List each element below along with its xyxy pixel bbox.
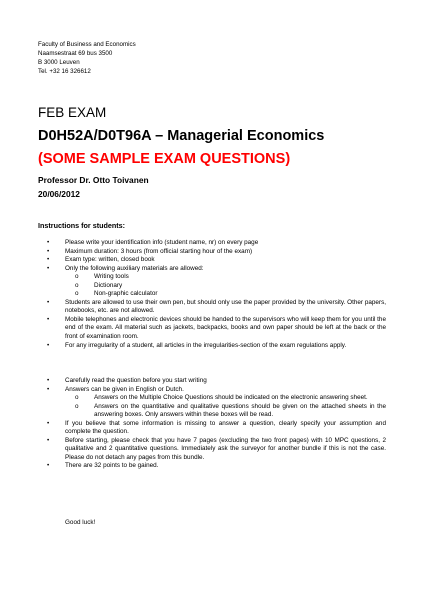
bullet-icon: • — [47, 298, 50, 306]
exam-date: 20/06/2012 — [38, 189, 80, 199]
bullet-icon: • — [47, 377, 50, 384]
bullet-icon: • — [47, 239, 50, 246]
instruction-text: Students are allowed to use their own pen, but should only use the paper provided by the university. Other papers, notebooks, etc. are not allowed. — [65, 298, 386, 315]
instruction-text: For any irregularity of a student, all articles in the irregularities-section of the exam regulations apply. — [65, 341, 347, 349]
instruction-text: Mobile telephones and electronic devices should be handed to the supervisors who will keep them for you until the end of the exam. All material such as jackets, backpacks, books and own paper should be left at the back or the front of examination room. — [65, 315, 386, 341]
circle-bullet-icon: o — [75, 402, 79, 410]
closing-text: Good luck! — [65, 519, 96, 526]
list-item — [38, 265, 386, 299]
address-line: B 3000 Leuven — [38, 59, 80, 66]
address-line: Tel. +32 16 326612 — [38, 68, 91, 75]
sub-list-item — [65, 273, 386, 282]
bullet-icon: • — [47, 341, 50, 349]
sub-list-item — [65, 403, 386, 420]
bullet-icon: • — [47, 385, 50, 393]
exam-rules-list — [38, 377, 386, 471]
material-text: Writing tools — [94, 273, 129, 281]
instruction-text: Only the following auxiliary materials are allowed: — [65, 264, 204, 272]
sub-list-item — [65, 394, 386, 403]
list-item — [38, 256, 386, 265]
answer-note-text: Answers on the Multiple Choice Questions should be indicated on the electronic answering sheet. — [94, 394, 368, 402]
list-item — [38, 316, 386, 342]
bullet-icon: • — [47, 315, 50, 323]
answer-notes-sublist — [65, 394, 386, 420]
instruction-text: Carefully read the question before you start writing — [65, 377, 207, 384]
list-item — [38, 248, 386, 257]
instruction-text: Before starting, please check that you have 7 pages (excluding the two front pages) with 10 MPC questions, 2 qualitative and 2 quantitative questions. Immediately ask the surveyor for another bundle if this is not the case. Please do not detach any pages from this bundle. — [65, 436, 386, 461]
instructions-list — [38, 239, 386, 350]
answer-note-text: Answers on the quantitative and qualitative questions should be given on the attached sheets in the answering boxes. Only answers within these boxes will be read. — [94, 402, 386, 419]
circle-bullet-icon: o — [75, 290, 79, 298]
sub-list-item — [65, 282, 386, 291]
bullet-icon: • — [47, 264, 50, 272]
instruction-text: Please write your identification info (student name, nr) on every page — [65, 239, 259, 246]
faculty-address — [38, 40, 136, 76]
list-item — [38, 386, 386, 420]
instructions-heading: Instructions for students: — [38, 221, 126, 230]
list-item — [38, 342, 386, 351]
list-item — [38, 239, 386, 248]
list-item — [38, 377, 386, 386]
bullet-icon: • — [47, 436, 50, 444]
instruction-text: Exam type: written, closed book — [65, 256, 155, 264]
course-title: D0H52A/D0T96A – Managerial Economics — [38, 128, 325, 144]
professor-name: Professor Dr. Otto Toivanen — [38, 175, 149, 185]
bullet-icon: • — [47, 247, 50, 255]
sub-list-item — [65, 290, 386, 299]
material-text: Non-graphic calculator — [94, 290, 158, 298]
materials-sublist — [65, 273, 386, 299]
circle-bullet-icon: o — [75, 273, 79, 281]
instruction-text: Maximum duration: 3 hours (from official starting hour of the exam) — [65, 247, 253, 255]
circle-bullet-icon: o — [75, 394, 79, 402]
bullet-icon: • — [47, 419, 50, 427]
circle-bullet-icon: o — [75, 281, 79, 289]
address-line: Naamsestraat 69 bus 3500 — [38, 50, 113, 57]
list-item — [38, 299, 386, 316]
list-item — [38, 420, 386, 437]
exam-type-title: FEB EXAM — [38, 105, 107, 120]
instruction-text: If you believe that some information is missing to answer a question, clearly specify your assumption and complete the question. — [65, 419, 386, 436]
address-line: Faculty of Business and Economics — [38, 41, 136, 48]
list-item — [38, 437, 386, 463]
material-text: Dictionary — [94, 281, 123, 289]
instruction-text: Answers can be given in English or Dutch. — [65, 385, 184, 393]
bullet-icon: • — [47, 462, 50, 470]
sample-questions-subtitle: (SOME SAMPLE EXAM QUESTIONS) — [38, 151, 291, 167]
bullet-icon: • — [47, 256, 50, 264]
instruction-text: There are 32 points to be gained. — [65, 462, 159, 470]
list-item — [38, 462, 386, 471]
